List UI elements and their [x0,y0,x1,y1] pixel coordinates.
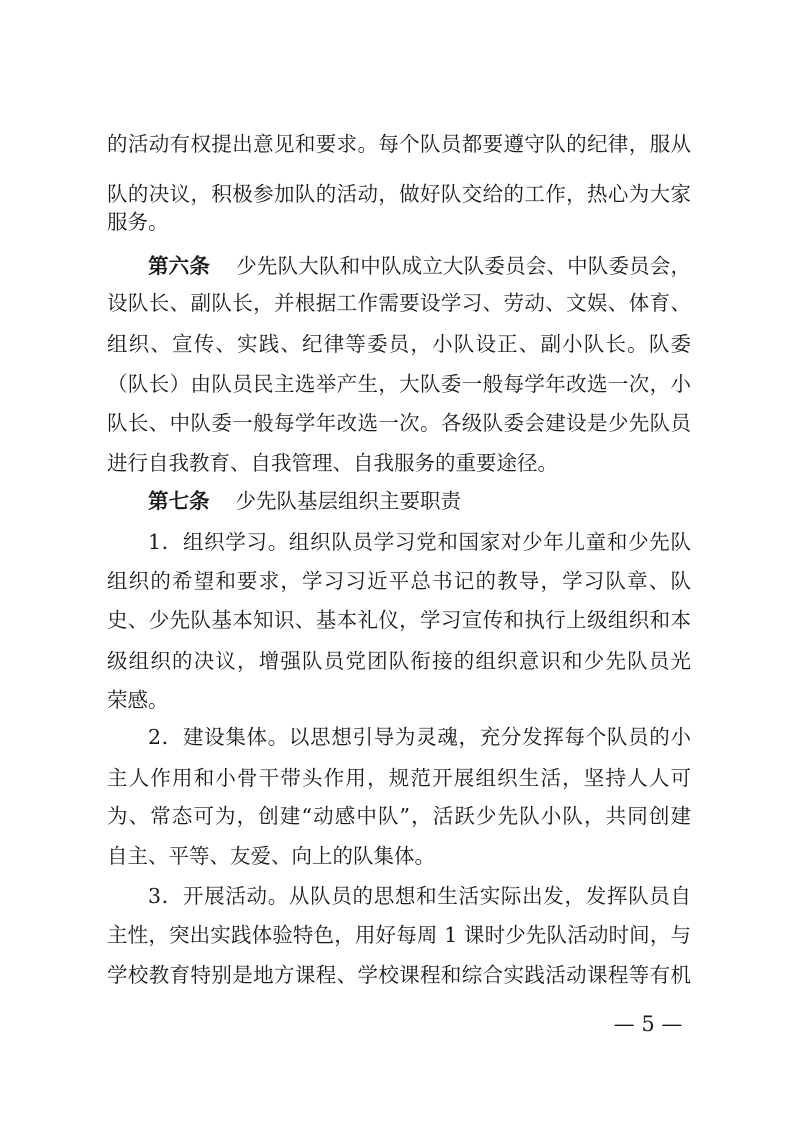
body-line: 2．建设集体。以思想引导为灵魂，充分发挥每个队员的小 [148,725,691,749]
article-6-first-line [148,252,691,280]
body-line: 的活动有权提出意见和要求。每个队员都要遵守队的纪律，服从 [107,132,691,156]
body-line: 为、常态可为，创建“动感中队”，活跃少先队小队，共同创建 [107,804,691,828]
body-line: 学校教育特别是地方课程、学校课程和综合实践活动课程等有机 [107,963,691,987]
body-line: 3．开展活动。从队员的思想和生活实际出发，发挥队员自 [148,884,691,908]
body-line: 组织、宣传、实践、纪律等委员，小队设正、副小队长。队委 [107,332,691,356]
body-line: （队长）由队员民主选举产生，大队委一般每学年改选一次，小 [107,372,691,396]
body-line: 进行自我教育、自我管理、自我服务的重要途径。 [107,451,558,475]
body-line: 自主、平等、友爱、向上的队集体。 [107,844,435,868]
body-line: 队长、中队委一般每学年改选一次。各级队委会建设是少先队员 [107,411,691,435]
body-line: 少先队基层组织主要职责 [235,489,461,513]
body-line: 主人作用和小骨干带头作用，规范开展组织生活，坚持人人可 [107,766,691,790]
body-line: 少先队大队和中队成立大队委员会、中队委员会， [236,254,692,278]
body-line: 主性，突出实践体验特色，用好每周 1 课时少先队活动时间，与 [107,923,691,947]
body-line: 服务。 [107,210,169,234]
body-line: 队的决议，积极参加队的活动，做好队交给的工作，热心为大家 [107,182,691,206]
body-line: 1．组织学习。组织队员学习党和国家对少年儿童和少先队 [148,530,691,554]
body-line: 荣感。 [107,688,169,712]
article-7-heading: 第七条 [148,489,210,513]
body-line: 设队长、副队长，并根据工作需要设学习、劳动、文娱、体育、 [107,291,691,315]
body-line: 组织的希望和要求，学习习近平总书记的教导，学习队章、队 [107,569,691,593]
page-number: — 5 — [613,1012,683,1036]
body-line: 史、少先队基本知识、基本礼仪，学习宣传和执行上级组织和本 [107,608,691,632]
body-line: 级组织的决议，增强队员党团队衔接的组织意识和少先队员光 [107,649,691,673]
article-6-heading: 第六条 [148,254,211,278]
article-7-first-line [148,487,691,515]
